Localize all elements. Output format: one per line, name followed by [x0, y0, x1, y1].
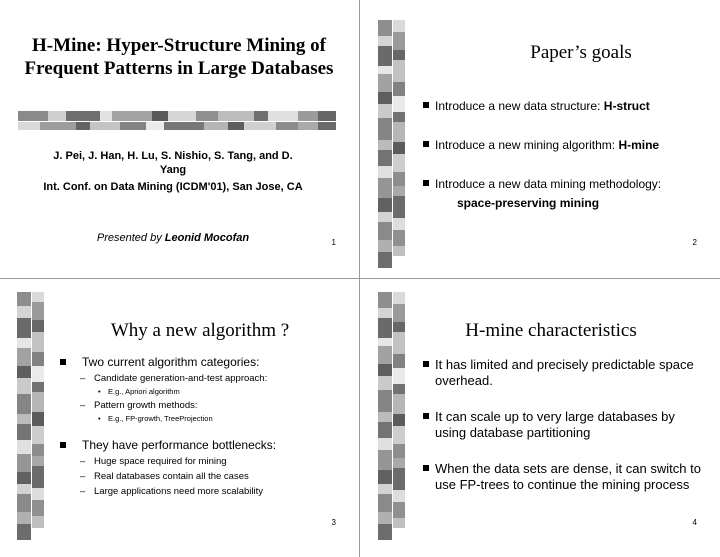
- slide-4-title: H-mine characteristics: [465, 320, 637, 341]
- characteristics-list: [423, 357, 708, 513]
- list-item: Introduce a new data mining methodology: space-preserving mining: [423, 177, 713, 211]
- square-bullet-icon: [60, 442, 66, 448]
- goals-list: [423, 99, 713, 235]
- slide-3-title: Why a new algorithm ?: [110, 320, 290, 341]
- decorative-band: [18, 122, 336, 130]
- square-bullet-icon: [423, 180, 429, 186]
- list-item: Introduce a new data structure: H-struct: [423, 99, 713, 114]
- presenter-name: Leonid Mocofan: [164, 232, 250, 244]
- list-item: It has limited and precisely predictable space overhead.: [423, 357, 708, 389]
- decorative-band: [393, 20, 405, 256]
- list-item: When the data sets are dense, it can switch to use FP-trees to continue the mining process: [423, 461, 708, 493]
- list-subitem: – Pattern growth methods:: [80, 400, 198, 411]
- page-number: 4: [692, 518, 697, 527]
- page-number: 1: [331, 238, 336, 247]
- square-bullet-icon: [423, 361, 429, 367]
- slide-2: [361, 0, 719, 277]
- slide-4: [361, 280, 719, 557]
- list-subitem: – Real databases contain all the cases: [80, 471, 249, 482]
- horizontal-divider: [0, 278, 720, 279]
- square-bullet-icon: [423, 413, 429, 419]
- slide-1-title: H-Mine: Hyper-Structure Mining of Frequent Patterns in Large Databases: [24, 35, 334, 79]
- conference: Int. Conf. on Data Mining (ICDM'01), San Jose, CA: [43, 181, 303, 193]
- decorative-band: [18, 111, 336, 121]
- reasons-list: [60, 355, 340, 498]
- list-subitem: – Huge space required for mining: [80, 456, 227, 467]
- square-bullet-icon: [423, 141, 429, 147]
- decorative-band: [32, 292, 44, 528]
- square-bullet-icon: [60, 359, 66, 365]
- presented-prefix: Presented by: [96, 232, 162, 244]
- list-subitem: – Candidate generation-and-test approach:: [80, 373, 268, 384]
- list-item: Introduce a new mining algorithm: H-mine: [423, 138, 713, 153]
- list-subsubitem: • E.g., FP-growth, TreeProjection: [98, 414, 213, 423]
- presented-by: [40, 232, 306, 244]
- decorative-band: [17, 292, 31, 540]
- page-number: 2: [692, 238, 697, 247]
- decorative-band: [393, 292, 405, 528]
- decorative-band: [378, 20, 392, 268]
- list-subitem: – Large applications need more scalability: [80, 486, 263, 497]
- slide-2-title: Paper’s goals: [530, 42, 632, 63]
- list-item: Two current algorithm categories:: [60, 355, 340, 370]
- page-number: 3: [331, 518, 336, 527]
- authors: J. Pei, J. Han, H. Lu, S. Nishio, S. Tang, and D. Yang: [53, 150, 293, 176]
- list-subsubitem: • E.g., Apriori algorithm: [98, 387, 180, 396]
- slide-1: [0, 0, 358, 277]
- decorative-band: [378, 292, 392, 540]
- square-bullet-icon: [423, 102, 429, 108]
- list-item: They have performance bottlenecks:: [60, 438, 340, 453]
- list-item: It can scale up to very large databases by using database partitioning: [423, 409, 708, 441]
- slide-3: [0, 280, 358, 557]
- square-bullet-icon: [423, 465, 429, 471]
